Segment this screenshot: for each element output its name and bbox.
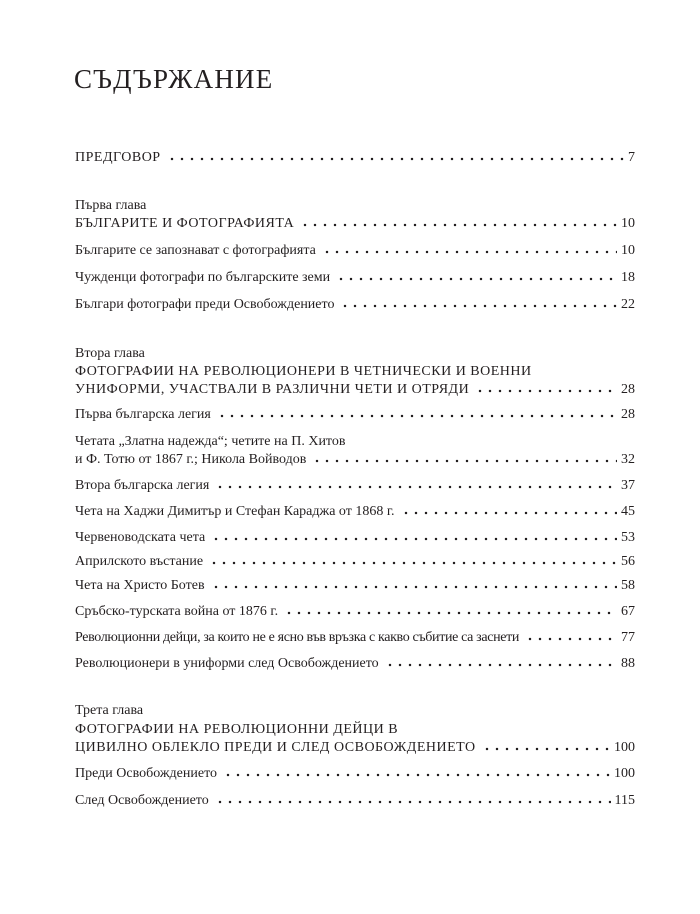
dot-leader [165,157,624,161]
page-number: 100 [614,766,635,781]
dot-leader [207,561,617,565]
entry-title: Българи фотографи преди Освобождението [75,297,335,312]
toc-entry[interactable] [75,629,635,647]
dot-leader [221,773,610,777]
entry-title: Преди Освобождението [75,766,218,781]
dot-leader [282,611,617,615]
toc-entry[interactable] [75,406,635,424]
dot-leader [334,277,617,281]
toc-entry[interactable] [75,603,635,621]
dot-leader [298,223,617,227]
page-number: 10 [621,216,635,231]
entry-title-line-2: и Ф. Тотю от 1867 г.; Никола Войводов [75,452,307,467]
page-number: 67 [621,604,635,619]
page-number: 53 [621,530,635,545]
entry-title-line-1: ФОТОГРАФИИ НА РЕВОЛЮЦИОНЕРИ В ЧЕТНИЧЕСКИ И ВОЕННИ [75,364,532,379]
page-number: 77 [621,630,635,645]
entry-title: Чужденци фотографи по българските земи [75,270,331,285]
page-number: 56 [621,554,635,569]
page-number: 7 [628,150,635,165]
page-number: 28 [621,407,635,422]
page-number: 18 [621,270,635,285]
entry-title-line-2: ЦИВИЛНО ОБЛЕКЛО ПРЕДИ И СЛЕД ОСВОБОЖДЕНИЕТО [75,740,476,755]
dot-leader [383,663,617,667]
chapter-label: Трета глава [75,703,144,718]
entry-title: Първа българска легия [75,407,211,422]
toc-entry[interactable] [75,242,635,260]
dot-leader [310,459,617,463]
chapter-label: Първа глава [75,198,147,213]
dot-leader [213,800,611,804]
entry-title: Чета на Христо Ботев [75,578,205,593]
page-number: 32 [621,452,635,467]
toc-entry[interactable] [75,477,635,495]
entry-title-line-1: ФОТОГРАФИИ НА РЕВОЛЮЦИОННИ ДЕЙЦИ В [75,722,399,737]
chapter-label: Втора глава [75,346,145,361]
dot-leader [523,637,617,641]
entry-title: Българите се запознават с фотографията [75,243,316,258]
entry-title: БЪЛГАРИТЕ И ФОТОГРАФИЯТА [75,216,295,231]
dot-leader [209,585,617,589]
page-number: 58 [621,578,635,593]
entry-title-line-1: Четата „Златна надежда“; четите на П. Хитов [75,434,346,449]
entry-title: Втора българска легия [75,478,210,493]
dot-leader [338,304,617,308]
toc-entry[interactable] [75,553,635,571]
entry-title: Чета на Хаджи Димитър и Стефан Караджа от 1868 г. [75,504,395,519]
toc-entry[interactable] [75,503,635,521]
dot-leader [320,250,617,254]
page-number: 37 [621,478,635,493]
page-number: 115 [614,793,635,808]
toc-entry[interactable] [75,577,635,595]
toc-entry-chapter-title[interactable] [75,363,635,399]
toc-entry[interactable] [75,529,635,547]
dot-leader [215,414,617,418]
page-number: 28 [621,382,635,397]
page-number: 45 [621,504,635,519]
entry-title: Сръбско-турската война от 1876 г. [75,604,279,619]
dot-leader [213,485,617,489]
dot-leader [473,389,617,393]
page-number: 10 [621,243,635,258]
entry-title-line-2: УНИФОРМИ, УЧАСТВАЛИ В РАЗЛИЧНИ ЧЕТИ И ОТРЯДИ [75,382,470,397]
toc-entry-chapter-title[interactable] [75,215,635,233]
toc-entry[interactable] [75,765,635,783]
entry-title: След Освобождението [75,793,209,808]
entry-title: Червеноводската чета [75,530,206,545]
entry-title: ПРЕДГОВОР [75,150,161,165]
toc-entry[interactable] [75,296,635,314]
page-title: СЪДЪРЖАНИЕ [74,64,274,94]
toc-entry-preface[interactable] [75,149,635,167]
toc-entry[interactable] [75,269,635,287]
entry-title: Революционни дейци, за които не е ясно във връзка с какво събитие са заснети [75,630,519,645]
toc-entry[interactable] [75,655,635,673]
toc-entry[interactable] [75,792,635,810]
page-number: 88 [621,656,635,671]
dot-leader [399,511,618,515]
page-number: 22 [621,297,635,312]
dot-leader [480,747,610,751]
dot-leader [209,537,617,541]
entry-title: Априлското въстание [75,554,204,569]
toc-entry-chapter-title[interactable] [75,721,635,757]
toc-entry[interactable] [75,433,635,469]
page-number: 100 [614,740,635,755]
entry-title: Революционери в униформи след Освобождението [75,656,379,671]
